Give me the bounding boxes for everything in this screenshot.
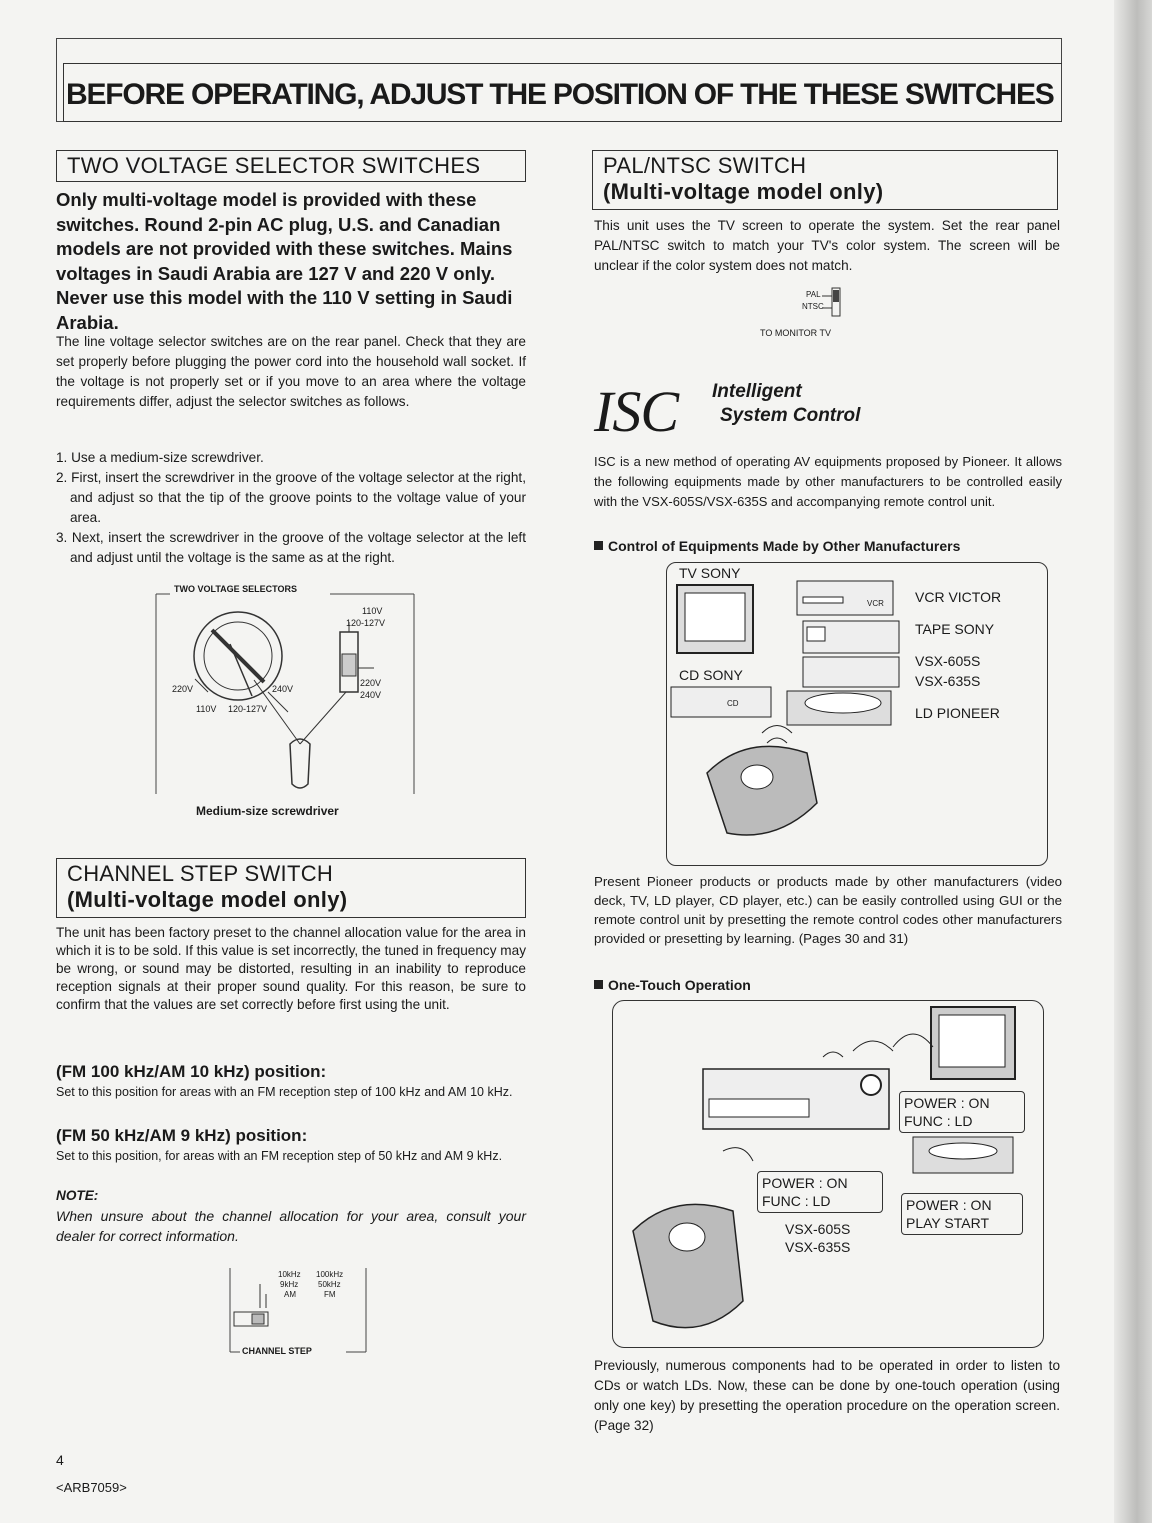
pal-title-line1: PAL/NTSC SWITCH	[603, 153, 807, 178]
d2-vsx-635s: VSX-635S	[785, 1239, 851, 1255]
pos2-title: (FM 50 kHz/AM 9 kHz) position:	[56, 1126, 308, 1145]
isc-body3: Previously, numerous components had to be operated in order to listen to CDs or watch LDs. Now, these can be done by one-touch operation (using only one key) by presetting the operation procedure on the operation screen. (Page 32)	[594, 1358, 1060, 1433]
page-title: BEFORE OPERATING, ADJUST THE POSITION OF THE THESE SWITCHES	[66, 78, 1054, 111]
isc-line2: System Control	[720, 405, 861, 426]
voltage-warning: Only multi-voltage model is provided with these switches. Round 2-pin AC plug, U.S. and Canadian models are not provided with these switches. Mains voltages in Saudi Arabia are 127 V and 220 V only. Never use this model with the 110 V setting in Saudi Arabia.	[56, 189, 513, 333]
model-code: <ARB7059>	[56, 1480, 127, 1495]
callout-ld-line2: PLAY START	[906, 1215, 989, 1231]
isc-section1-text: Control of Equipments Made by Other Manufacturers	[608, 538, 961, 554]
label-120-127v-left: 120-127V	[228, 704, 268, 714]
isc-body: ISC is a new method of operating AV equipments proposed by Pioneer. It allows the following equipments made by other manufacturers to be controlled easily with the VSX-605S/VSX-635S and accompanying remote control unit.	[594, 454, 1062, 509]
pos1-title: (FM 100 kHz/AM 10 kHz) position:	[56, 1062, 327, 1081]
tv-sony-label: TV SONY	[679, 565, 741, 581]
isc-line1: Intelligent	[712, 381, 802, 402]
screwdriver-caption: Medium-size screwdriver	[196, 804, 339, 818]
label-110v-right: 110V	[362, 606, 383, 616]
pos2-text: Set to this position, for areas with an FM reception step of 50 kHz and AM 9 kHz.	[56, 1149, 503, 1163]
ntsc-label: NTSC	[802, 302, 824, 311]
isc-logo: ISC	[594, 379, 678, 444]
isc-section2	[594, 975, 751, 995]
note-label: NOTE:	[56, 1188, 99, 1203]
callout-tv-line2: FUNC : LD	[904, 1113, 973, 1129]
tape-sony-label: TAPE SONY	[915, 621, 995, 637]
cd-tag: CD	[727, 699, 739, 708]
label-110v-left: 110V	[196, 704, 217, 714]
channel-title-line2: (Multi-voltage model only)	[67, 887, 348, 912]
voltage-selector-figure	[150, 584, 420, 824]
cs-fm: FM	[324, 1290, 336, 1299]
callout-ld	[901, 1193, 1023, 1235]
isc-section1	[594, 536, 960, 556]
pos1-text: Set to this position for areas with an FM reception step of 100 kHz and AM 10 kHz.	[56, 1085, 513, 1099]
isc-section2-text: One-Touch Operation	[608, 977, 751, 993]
voltage-section-title	[56, 150, 526, 182]
vsx-605s-label: VSX-605S	[915, 653, 981, 669]
callout-receiver	[757, 1171, 883, 1213]
label-220v-left: 220V	[172, 684, 194, 694]
cs-10khz: 10kHz	[278, 1270, 301, 1279]
voltage-body: The line voltage selector switches are on the rear panel. Check that they are set properly before plugging the power cord into the household wall socket. If the voltage is not properly set or if you move to an area where the voltage requirements differ, adjust the selector switches as follows.	[56, 334, 526, 409]
channel-section-title	[56, 858, 526, 918]
channel-step-figure	[226, 1264, 372, 1360]
cs-am: AM	[284, 1290, 296, 1299]
to-monitor-label: TO MONITOR TV	[760, 328, 832, 338]
cs-caption: CHANNEL STEP	[242, 1346, 312, 1356]
label-120-127v-right: 120-127V	[346, 618, 386, 628]
step-3: 3. Next, insert the screwdriver in the groove of the voltage selector at the left and adjust until the voltage is the same as at the right.	[56, 530, 526, 565]
vcr-victor-label: VCR VICTOR	[915, 589, 1002, 605]
cs-9khz: 9kHz	[280, 1280, 299, 1289]
page-number: 4	[56, 1452, 64, 1468]
callout-ld-line1: POWER : ON	[906, 1197, 992, 1213]
channel-title-line1: CHANNEL STEP SWITCH	[67, 861, 334, 886]
voltage-title-text: TWO VOLTAGE SELECTOR SWITCHES	[67, 153, 481, 178]
d2-vsx-605s: VSX-605S	[785, 1221, 851, 1237]
callout-tv	[899, 1091, 1025, 1133]
label-220v-right: 220V	[360, 678, 382, 688]
voltage-steps	[56, 448, 526, 568]
note-text: When unsure about the channel allocation for your area, consult your dealer for correct information.	[56, 1208, 526, 1244]
step-2: 2. First, insert the screwdriver in the groove of the voltage selector at the right, and adjust so that the tip of the groove points to the voltage value of your area.	[56, 470, 526, 525]
label-240v-right: 240V	[360, 690, 382, 700]
cs-100khz: 100kHz	[316, 1270, 344, 1279]
callout-receiver-line2: FUNC : LD	[762, 1193, 831, 1209]
pal-ntsc-figure	[760, 284, 860, 344]
label-240v-left: 240V	[272, 684, 294, 694]
page-edge-shadow	[1114, 0, 1152, 1523]
ld-pioneer-label: LD PIONEER	[915, 705, 1000, 721]
vsx-635s-label: VSX-635S	[915, 673, 981, 689]
one-touch-diagram	[612, 1000, 1044, 1348]
isc-tagline	[712, 380, 860, 428]
vcr-tag: VCR	[867, 599, 884, 608]
pal-section-title	[592, 150, 1058, 210]
pal-title-line2: (Multi-voltage model only)	[603, 179, 884, 204]
voltage-figure-caption: TWO VOLTAGE SELECTORS	[174, 584, 298, 594]
callout-tv-line1: POWER : ON	[904, 1095, 990, 1111]
step-1: 1. Use a medium-size screwdriver.	[56, 450, 264, 465]
channel-body: The unit has been factory preset to the channel allocation value for the area in which it is to be sold. If this value is set incorrectly, the tuned in frequency may be wrong, or sound may be distorted, resulting in an inability to reproduce reception signals at their proper sound quality. For this reason, be sure to confirm that the values are set correctly before first using the unit.	[56, 925, 526, 1012]
callout-receiver-line1: POWER : ON	[762, 1175, 848, 1191]
isc-body2: Present Pioneer products or products made by other manufacturers (video deck, TV, LD player, CD player, etc.) can be easily controlled using GUI or the remote control unit by presetting the remote control codes other manufacturers provided or presetting by learning. (Pages 30 and 31)	[594, 874, 1062, 946]
cs-50khz: 50kHz	[318, 1280, 341, 1289]
cd-sony-label: CD SONY	[679, 667, 743, 683]
pal-body: This unit uses the TV screen to operate the system. Set the rear panel PAL/NTSC switch to match your TV's color system. The screen will be unclear if the color system does not match.	[594, 218, 1060, 273]
pal-label: PAL	[806, 290, 821, 299]
control-equipment-diagram	[666, 562, 1048, 866]
